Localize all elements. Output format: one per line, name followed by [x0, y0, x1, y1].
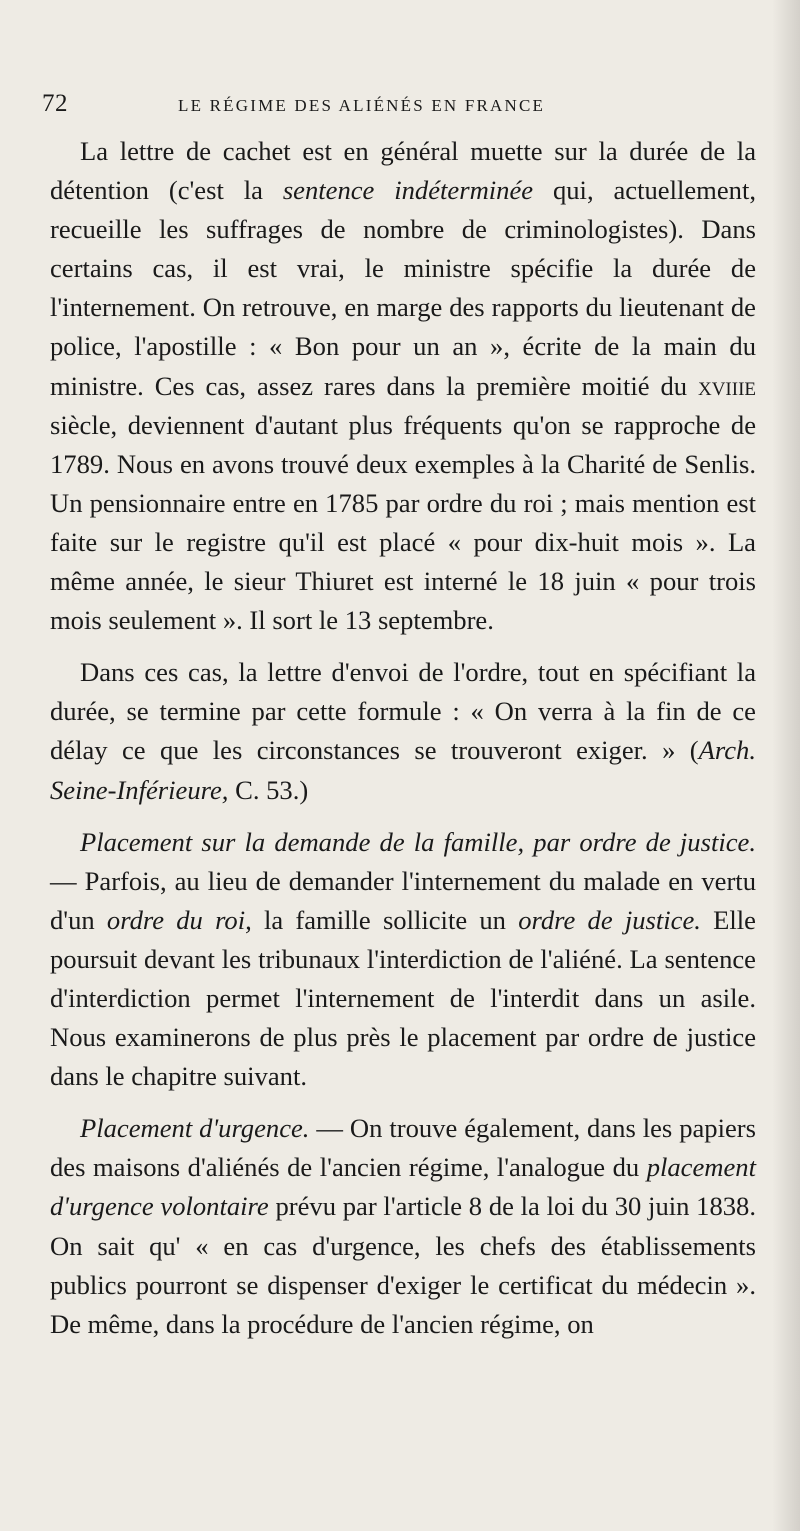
paragraph: [50, 823, 756, 1097]
text-run: siècle, deviennent d'autant plus fréquents qu'on se rapproche de 1789. Nous en avons trouvé deux exemples à la Charité de Senlis. Un pensionnaire entre en 1785 par ordre du roi ; mais mention est faite sur le registre qu'il est placé « pour dix-huit mois ». La même année, le sieur Thiuret est interné le 18 juin « pour trois mois seulement ». Il sort le 13 septembre.: [50, 409, 756, 636]
paragraph: [50, 1109, 756, 1344]
text-run: — Parfois, au lieu de demander l'internement du malade en vertu d'un: [50, 865, 756, 935]
page-edge-shadow: [772, 0, 800, 1531]
text-run: C. 53.): [228, 774, 309, 805]
italic-text: placement d'urgence volontaire: [50, 1152, 756, 1222]
paragraph: [50, 132, 756, 640]
text-run: Dans ces cas, la lettre d'envoi de l'ordre, tout en spécifiant la durée, se termine par cette formule : « On verra à la fin de ce délay ce que les circonstances se trouveront exiger. » (: [50, 657, 756, 766]
page-number: 72: [42, 90, 68, 117]
italic-text: ordre du roi,: [106, 904, 252, 935]
text-run: La lettre de cachet est en général muette sur la durée de la détention (c'est la: [50, 136, 756, 206]
italic-text: Placement sur la demande de la famille, par ordre de justice.: [80, 826, 756, 857]
text-run: xviiie: [697, 370, 756, 401]
body-text: [50, 132, 756, 1357]
text-run: Elle poursuit devant les tribunaux l'interdiction de l'aliéné. La sentence d'interdiction permet l'internement de l'interdit dans un asile. Nous examinerons de plus près le placement par ordre de justice dans le chapitre suivant.: [50, 904, 756, 1092]
page-header: [42, 90, 762, 120]
text-run: qui, actuellement, recueille les suffrages de nombre de criminologistes). Dans certains cas, il est vrai, le ministre spécifie la durée de l'internement. On retrouve, en marge des rapports du lieutenant de police, l'apostille : « Bon pour un an », écrite de la main du ministre. Ces cas, assez rares dans la première moitié du: [50, 175, 756, 401]
italic-text: Placement d'urgence.: [80, 1113, 310, 1144]
text-run: la famille sollicite un: [251, 904, 519, 935]
text-run: — On trouve également, dans les papiers des maisons d'aliénés de l'ancien régime, l'analogue du: [50, 1113, 756, 1183]
italic-text: ordre de justice.: [518, 904, 701, 935]
italic-text: sentence indéterminée: [282, 175, 534, 206]
running-title: LE RÉGIME DES ALIÉNÉS EN FRANCE: [178, 96, 546, 115]
text-run: prévu par l'article 8 de la loi du 30 juin 1838. On sait qu' « en cas d'urgence, les chefs des établissements publics pourront se dispenser d'exiger le certificat du médecin ». De même, dans la procédure de l'ancien régime, on: [50, 1191, 757, 1339]
italic-text: Arch. Seine-Inférieure,: [50, 735, 756, 805]
paragraph: [50, 653, 756, 809]
